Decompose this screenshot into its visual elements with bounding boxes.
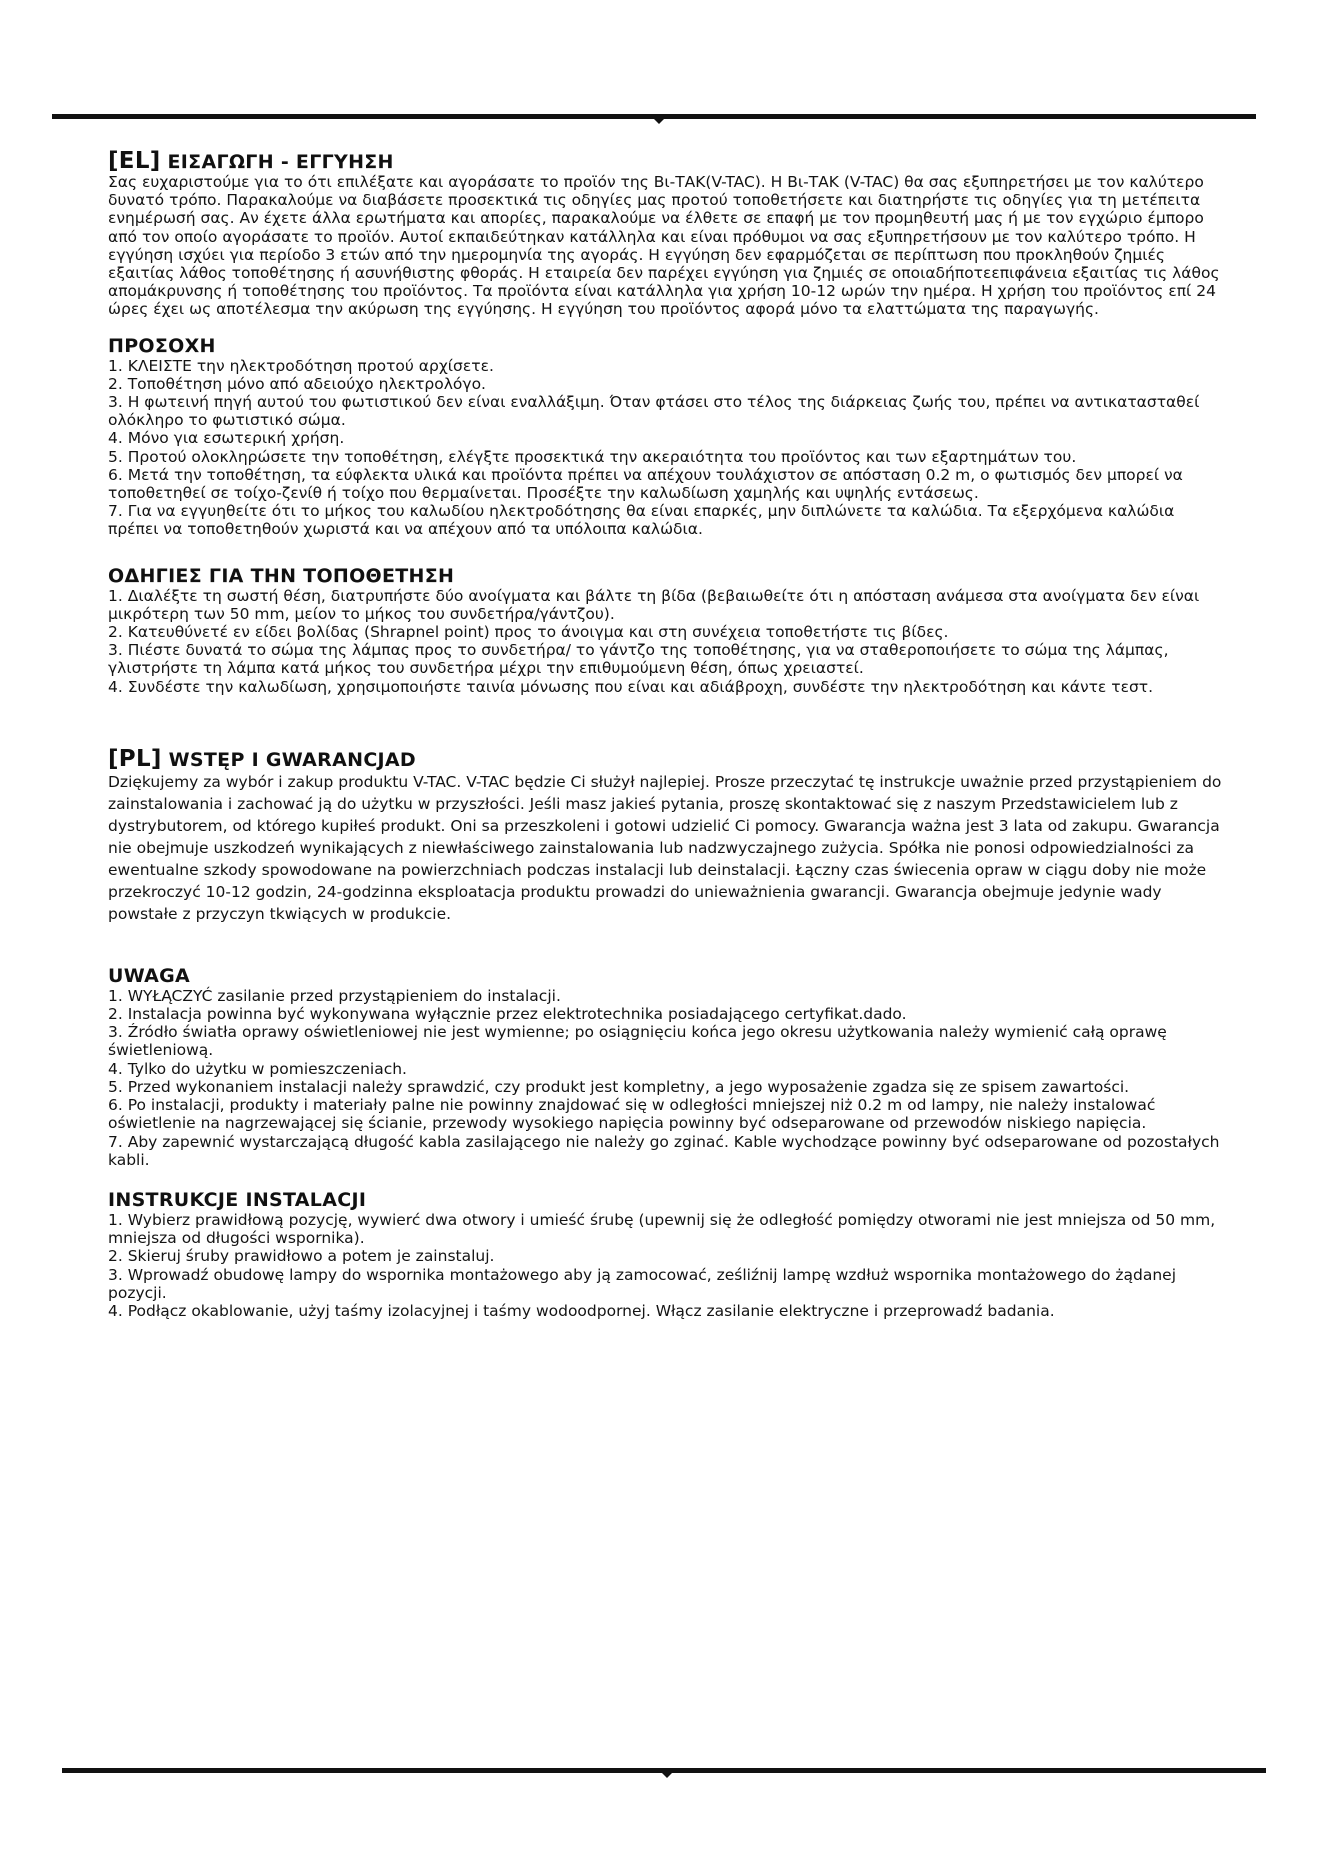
- pl-attention-title: UWAGA: [108, 964, 191, 987]
- list-item: 2. Τοποθέτηση μόνο από αδειούχο ηλεκτρολόγο.: [108, 374, 486, 393]
- pl-title-text: WSTĘP I GWARANCJAD: [168, 748, 417, 771]
- list-item: 4. Podłącz okablowanie, użyj taśmy izolacyjnej i taśmy wodoodpornej. Włącz zasilanie elektryczne i przeprowadź badania.: [108, 1301, 1055, 1320]
- section-el: [108, 150, 1228, 696]
- el-install-title: ΟΔΗΓΙΕΣ ΓΙΑ ΤΗΝ ΤΟΠΟΘΕΤΗΣΗ: [108, 564, 455, 587]
- list-item: 2. Κατευθύνετέ εν είδει βολίδας (Shrapnel point) προς το άνοιγμα και στη συνέχεια τοποθετήστε τις βίδες.: [108, 623, 949, 642]
- list-item: 3. Wprowadź obudowę lampy do wspornika montażowego aby ją zamocować, ześliźnij lampę wzdłuż wspornika montażowego do żądanej pozycji.: [108, 1265, 1177, 1302]
- list-item: 2. Instalacja powinna być wykonywana wyłącznie przez elektrotechnika posiadającego certyfikat.dado.: [108, 1005, 907, 1024]
- el-attention-title: ΠΡΟΣΟΧΗ: [108, 334, 216, 357]
- pl-section-title: [108, 745, 1228, 772]
- list-item: 1. ΚΛΕΙΣΤΕ την ηλεκτροδότηση προτού αρχίσετε.: [108, 356, 494, 375]
- bottom-rule-notch: [660, 1771, 674, 1778]
- pl-intro-paragraph: Dziękujemy za wybór i zakup produktu V-TAC. V-TAC będzie Ci służył najlepiej. Prosze przeczytać tę instrukcje uważnie przed przystąpieniem do zainstalowania i zachować ją do użytku w przyszłości. Jeśli masz jakieś pytania, proszę skontaktować się z naszym Przedstawicielem lub z dystrybutorem, od którego kupiłeś produkt. Oni sa przeszkoleni i gotowi udzielić Ci pomocy. Gwarancja ważna jest 3 lata od zakupu. Gwarancja nie obejmuje uszkodzeń wynikających z niewłaściwego zainstalowania lub nadzwyczajnego zużycia. Spółka nie ponosi odpowiedzialności za ewentualne szkody spowodowane na powierzchniach podczas instalacji lub deinstalacji. Łączny czas świecenia opraw w ciągu doby nie może przekroczyć 10-12 godzin, 24-godzinna eksploatacja produktu prowadzi do unieważnienia gwarancji. Gwarancja obejmuje jedynie wady powstałe z przyczyn tkwiących w produkcie.: [108, 772, 1222, 923]
- list-item: 6. Μετά την τοποθέτηση, τα εύφλεκτα υλικά και προϊόντα πρέπει να απέχουν τουλάχιστον σε απόσταση 0.2 m, ο φωτισμός δεν μπορεί να τοποθετηθεί σε τοίχο-ζενίθ ή τοίχο που θερμαίνεται. Προσέξτε την καλωδίωση χαμηλής και υψηλής εντάσεως.: [108, 465, 1183, 503]
- pl-install-title: INSTRUKCJE INSTALACJI: [108, 1188, 367, 1211]
- list-item: 4. Συνδέστε την καλωδίωση, χρησιμοποιήστε ταινία μόνωσης που είναι και αδιάβροχη, συνδέστε την ηλεκτροδότηση και κάντε τεστ.: [108, 677, 1154, 696]
- list-item: 1. Wybierz prawidłową pozycję, wywierć dwa otwory i umieść śrubę (upewnij się że odległość pomiędzy otworami nie jest mniejsza od 50 mm, mniejsza od długości wspornika).: [108, 1210, 1216, 1248]
- list-item: 2. Skieruj śruby prawidłowo a potem je zainstaluj.: [108, 1247, 495, 1266]
- list-item: 4. Μόνο για εσωτερική χρήση.: [108, 429, 345, 448]
- el-attention-list: [108, 357, 1228, 539]
- list-item: 4. Tylko do użytku w pomieszczeniach.: [108, 1059, 407, 1078]
- list-item: 7. Aby zapewnić wystarczającą długość kabla zasilającego nie należy go zginać. Kable wychodzące powinny być odseparowane od pozostałych kabli.: [108, 1132, 1220, 1169]
- el-intro-paragraph: Σας ευχαριστούμε για το ότι επιλέξατε και αγοράσατε το προϊόν της Βι-ΤΑΚ(V-TAC). Η Βι-ΤΑΚ (V-TAC) θα σας εξυπηρετήσει με τον καλύτερο δυνατό τρόπο. Παρακαλούμε να διαβάσετε προσεκτικά τις οδηγίες μας προτού τοποθετήσετε και διατηρήστε τις οδηγίες για τη μετέπειτα ενημέρωσή σας. Αν έχετε άλλα ερωτήματα και απορίες, παρακαλούμε να έλθετε σε επαφή με τον προμηθευτή μας ή με τον εγχώριο έμπορο από τον οποίο αγοράσατε το προϊόν. Αυτοί εκπαιδεύτηκαν κατάλληλα και είναι πρόθυμοι να σας εξυπηρετήσουν με τον καλύτερο τρόπο. Η εγγύηση ισχύει για περίοδο 3 ετών από την ημερομηνία της αγοράς. Η εγγύηση δεν εφαρμόζεται σε περίπτωση που προκληθούν ζημιές εξαιτίας λάθος τοποθέτησης ή ασυνήθιστης φθοράς. Η εταιρεία δεν παρέχει εγγύηση για ζημιές σε οποιαδήποτεεπιφάνεια εξαιτίας τις λάθος απομάκρυνσης ή τοποθέτησης του προϊόντος. Τα προϊόντα είναι κατάλληλα για χρήση 10-12 ωρών την ημέρα. Η χρήση του προϊόντος επί 24 ώρες έχει ως αποτέλεσμα την ακύρωση της εγγύησης. Η εγγύηση του προϊόντος αφορά μόνο τα ελαττώματα της παραγωγής.: [108, 173, 1220, 319]
- list-item: 1. Διαλέξτε τη σωστή θέση, διατρυπήστε δύο ανοίγματα και βάλτε τη βίδα (βεβαιωθείτε ότι η απόσταση ανάμεσα στα ανοίγματα δεν είναι μικρότερη των 50 mm, μείον το μήκος του συνδετήρα/γάντζου).: [108, 586, 1200, 623]
- list-item: 3. Η φωτεινή πηγή αυτού του φωτιστικού δεν είναι εναλλάξιμη. Όταν φτάσει στο τέλος της διάρκειας ζωής του, πρέπει να αντικατασταθεί ολόκληρο το φωτιστικό σώμα.: [108, 393, 1200, 430]
- list-item: 5. Προτού ολοκληρώσετε την τοποθέτηση, ελέγξτε προσεκτικά την ακεραιότητα του προϊόντος και των εξαρτημάτων του.: [108, 447, 1077, 466]
- el-title-text: ΕΙΣΑΓΩΓΗ - ΕΓΓΥΗΣΗ: [167, 151, 394, 173]
- top-rule-notch: [652, 117, 666, 124]
- pl-language-code: [PL]: [108, 745, 162, 772]
- list-item: 3. Źródło światła oprawy oświetleniowej nie jest wymienne; po osiągnięciu końca jego okresu użytkowania należy wymienić całą oprawę świetleniową.: [108, 1023, 1167, 1060]
- section-pl: [108, 745, 1228, 1320]
- el-section-title: [108, 150, 1228, 173]
- el-install-list: [108, 587, 1228, 696]
- list-item: 1. WYŁĄCZYĆ zasilanie przed przystąpieniem do instalacji.: [108, 986, 561, 1005]
- pl-attention-list: [108, 987, 1228, 1169]
- document-body: [108, 150, 1228, 1320]
- el-language-code: [EL]: [108, 148, 161, 174]
- list-item: 5. Przed wykonaniem instalacji należy sprawdzić, czy produkt jest kompletny, a jego wyposażenie zgadza się ze spisem zawartości.: [108, 1077, 1130, 1096]
- list-item: 6. Po instalacji, produkty i materiały palne nie powinny znajdować się w odległości mniejszej niż 0.2 m od lampy, nie należy instalować oświetlenie na nagrzewającej się ścianie, przewody wysokiego napięcia powinny być odseparowane od przewodów niskiego napięcia.: [108, 1096, 1156, 1133]
- list-item: 7. Για να εγγυηθείτε ότι το μήκος του καλωδίου ηλεκτροδότησης θα είναι επαρκές, μην διπλώνετε τα καλώδια. Τα εξερχόμενα καλώδια πρέπει να τοποθετηθούν χωριστά και να απέχουν από τα υπόλοιπα καλώδια.: [108, 502, 1175, 539]
- pl-install-list: [108, 1211, 1228, 1320]
- list-item: 3. Πιέστε δυνατά το σώμα της λάμπας προς το συνδετήρα/ το γάντζο της τοποθέτησης, για να σταθεροποιήσετε το σώμα της λάμπας, γλιστρήστε τη λάμπα κατά μήκος του συνδετήρα μέχρι την επιθυμούμενη θέση, όπως χρειαστεί.: [108, 641, 1169, 678]
